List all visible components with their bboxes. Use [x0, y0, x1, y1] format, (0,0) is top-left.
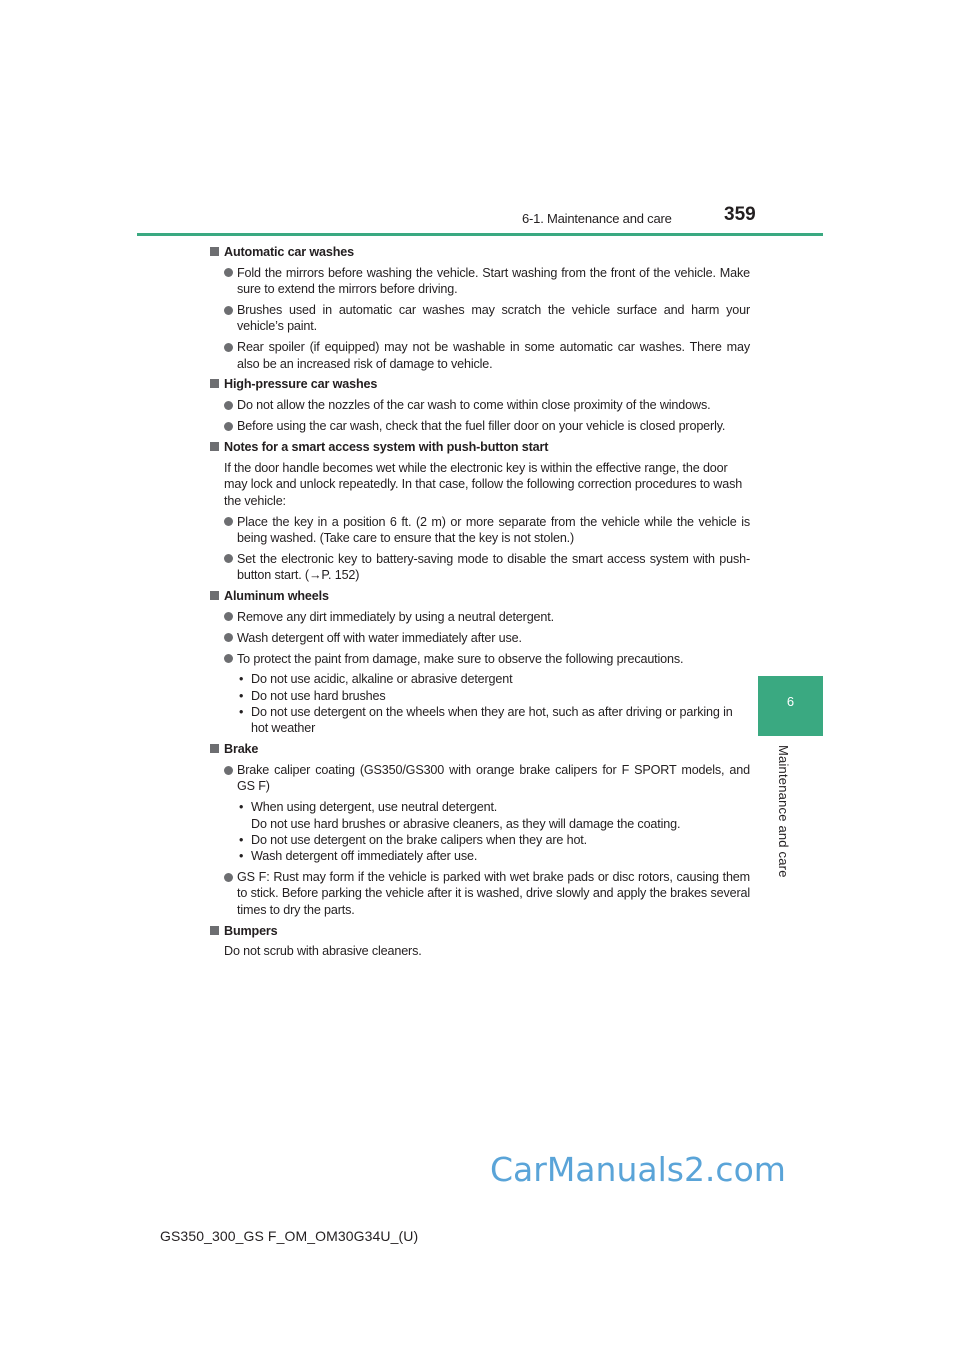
section-heading	[210, 741, 750, 757]
bullet-text: Set the electronic key to battery-saving mode to disable the smart access system with push-button start. (→P. 152)	[237, 551, 750, 582]
paragraph: Do not scrub with abrasive cleaners.	[224, 944, 422, 959]
bullet-item	[210, 397, 750, 413]
square-bullet-icon	[210, 442, 219, 451]
bullet-text: Brake caliper coating (GS350/GS300 with orange brake calipers for F SPORT models, and GS F)	[237, 763, 750, 794]
sub-list-item	[210, 671, 750, 687]
chapter-number: 6	[786, 694, 795, 709]
section-heading	[210, 439, 750, 455]
section-heading-text: High-pressure car washes	[224, 377, 378, 392]
section	[210, 741, 750, 918]
watermark-logo: CarManuals2.com	[490, 1150, 786, 1189]
square-bullet-icon	[210, 591, 219, 600]
section-heading	[210, 588, 750, 604]
bullet-item	[210, 630, 750, 646]
square-bullet-icon	[210, 926, 219, 935]
round-bullet-icon	[224, 343, 233, 352]
round-bullet-icon	[224, 766, 233, 775]
sub-list-item	[210, 848, 750, 864]
bullet-item	[210, 514, 750, 547]
sub-bullet-icon: •	[239, 849, 244, 864]
bullet-text: Rear spoiler (if equipped) may not be washable in some automatic car washes. There may also be an increased risk of damage to vehicle.	[237, 340, 750, 371]
sub-list-text: When using detergent, use neutral detergent. Do not use hard brushes or abrasive cleaners, as they will damage the coating.	[251, 800, 681, 831]
sub-list-item	[210, 832, 750, 848]
round-bullet-icon	[224, 873, 233, 882]
sub-bullet-icon: •	[239, 705, 244, 720]
sub-list-item	[210, 799, 750, 832]
page-number: 359	[724, 204, 756, 225]
bullet-text: Place the key in a position 6 ft. (2 m) or more separate from the vehicle while the vehicle is being washed. (Take care to ensure that the key is not stolen.)	[237, 514, 750, 545]
square-bullet-icon	[210, 247, 219, 256]
bullet-item	[210, 551, 750, 584]
header-section-title: 6-1. Maintenance and care	[522, 211, 672, 226]
chapter-label: Maintenance and care	[776, 745, 791, 878]
round-bullet-icon	[224, 306, 233, 315]
paragraph: If the door handle becomes wet while the electronic key is within the effective range, the door may lock and unlock repeatedly. In that case, follow the following correction procedures to wash the vehicle:	[224, 461, 743, 508]
bullet-item	[210, 869, 750, 918]
round-bullet-icon	[224, 654, 233, 663]
sub-list-text: Do not use acidic, alkaline or abrasive detergent	[251, 672, 513, 687]
sub-bullet-icon: •	[239, 800, 244, 815]
bullet-item	[210, 651, 750, 667]
section-heading	[210, 244, 750, 260]
bullet-item	[210, 609, 750, 625]
square-bullet-icon	[210, 744, 219, 753]
footer-code: GS350_300_GS F_OM_OM30G34U_(U)	[160, 1228, 419, 1244]
round-bullet-icon	[224, 268, 233, 277]
sub-list-text: Do not use detergent on the wheels when they are hot, such as after driving or parking in hot weather	[251, 705, 733, 736]
section	[210, 439, 750, 583]
round-bullet-icon	[224, 422, 233, 431]
bullet-item	[210, 302, 750, 335]
bullet-text: Remove any dirt immediately by using a neutral detergent.	[237, 609, 554, 624]
sub-bullet-icon: •	[239, 688, 244, 703]
section-heading-text: Bumpers	[224, 923, 278, 938]
section-heading-text: Brake	[224, 742, 259, 757]
sub-bullet-icon: •	[239, 832, 244, 847]
section-heading-text: Notes for a smart access system with push-button start	[224, 440, 549, 455]
sub-list-item	[210, 704, 750, 737]
round-bullet-icon	[224, 554, 233, 563]
bullet-item	[210, 418, 750, 434]
sub-list-text: Do not use hard brushes	[251, 688, 386, 703]
section-heading	[210, 376, 750, 392]
sub-list	[210, 671, 750, 736]
round-bullet-icon	[224, 633, 233, 642]
header-divider	[137, 233, 823, 236]
section-heading	[210, 923, 750, 939]
sub-list-text: Do not use detergent on the brake calipers when they are hot.	[251, 832, 587, 847]
section	[210, 376, 750, 434]
sub-list-item	[210, 688, 750, 704]
round-bullet-icon	[224, 612, 233, 621]
bullet-text: Fold the mirrors before washing the vehicle. Start washing from the front of the vehicle. Make sure to extend the mirrors before driving.	[237, 265, 750, 297]
sub-list	[210, 799, 750, 864]
bullet-text: To protect the paint from damage, make sure to observe the following precautions.	[237, 651, 684, 666]
bullet-text: Do not allow the nozzles of the car wash to come within close proximity of the windows.	[237, 398, 711, 413]
round-bullet-icon	[224, 401, 233, 410]
bullet-text: Wash detergent off with water immediately after use.	[237, 630, 522, 645]
section-heading-text: Aluminum wheels	[224, 588, 329, 603]
section	[210, 588, 750, 737]
bullet-item	[210, 762, 750, 795]
bullet-item	[210, 265, 750, 298]
square-bullet-icon	[210, 379, 219, 388]
sub-bullet-icon: •	[239, 672, 244, 687]
chapter-tab	[758, 676, 823, 736]
page-content	[210, 244, 750, 964]
section-heading-text: Automatic car washes	[224, 245, 354, 259]
sub-list-text: Wash detergent off immediately after use.	[251, 849, 478, 864]
bullet-text: Before using the car wash, check that the fuel filler door on your vehicle is closed properly.	[237, 419, 726, 434]
bullet-text: Brushes used in automatic car washes may scratch the vehicle surface and harm your vehicle’s paint.	[237, 303, 750, 334]
bullet-text: GS F: Rust may form if the vehicle is parked with wet brake pads or disc rotors, causing them to stick. Before parking the vehicle after it is washed, drive slowly and apply the brakes several times to dry the parts.	[237, 870, 750, 917]
round-bullet-icon	[224, 517, 233, 526]
section	[210, 923, 750, 960]
section	[210, 244, 750, 372]
bullet-item	[210, 339, 750, 372]
